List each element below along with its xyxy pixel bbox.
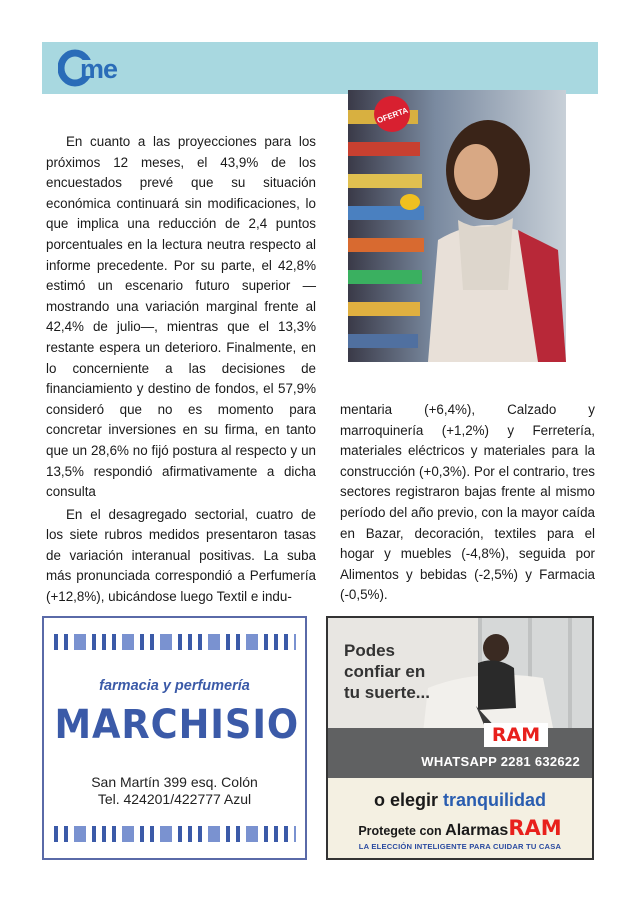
- pattern-bar: [198, 826, 202, 842]
- pattern-bar: [226, 826, 230, 842]
- pattern-bar: [198, 634, 202, 650]
- pattern-bar: [140, 826, 144, 842]
- svg-text:me: me: [80, 54, 118, 84]
- shopper-photo: [348, 90, 566, 362]
- ad-phone: Tel. 424201/422777 Azul: [97, 791, 252, 807]
- pattern-bar: [236, 826, 240, 842]
- ad-choose-line: o elegir tranquilidad: [373, 790, 547, 810]
- article-paragraph: En cuanto a las proyecciones para los próximos 12 meses, el 43,9% de los encuestados prevé que su situación económica continuará sin modificaciones, lo que implica una reducción de 2,4 puntos porcentuales en la lectura neutra respecto al informe precedente. Por su parte, el 42,8% estimó un escenario futuro superior —mostrando una variación marginal frente al 42,4% de julio—, mientras que el 13,3% restante espera un deterioro. Finalmente, en lo concerniente a las decisiones de financiamiento y destino de fondos, el 57,9% consideró que no es momento para concretar inversiones en su firma, en tanto que un 28,6% no fijó postura al respecto y un 13,5% respondió afirmativamente a dicha consulta: [46, 134, 316, 500]
- pattern-bar: [236, 634, 240, 650]
- svg-text:OFERTA: OFERTA: [375, 105, 410, 126]
- ad-brand-name: MARCHISIO: [54, 702, 300, 748]
- pattern-bar: [64, 826, 68, 842]
- pattern-bar: [284, 634, 288, 650]
- ad-slogan: LA ELECCIÓN INTELIGENTE PARA CUIDAR TU CASA: [358, 842, 562, 851]
- ad-tagline: Podes confiar en tu suerte...: [344, 641, 430, 702]
- pattern-bar: [112, 634, 116, 650]
- pattern-bar: [246, 634, 258, 650]
- pattern-bar: [274, 634, 278, 650]
- article-right-column: [340, 400, 595, 606]
- pattern-bar: [112, 826, 116, 842]
- ad-address: San Martín 399 esq. Colón: [91, 774, 258, 790]
- pattern-bar: [140, 634, 144, 650]
- article-paragraph: mentaria (+6,4%), Calzado y marroquinería (+1,2%) y Ferretería, materiales eléctricos y materiales para la construcción (+0,3%). Por el contrario, tres sectores registraron bajas frente al mismo período del año previo, con la mayor caída en Bazar, decoración, textiles para el hogar y muebles (-4,8%), seguida por Alimentos y bebidas (-2,5%) y Farmacia (-0,5%).: [340, 402, 595, 603]
- pattern-bar: [122, 826, 134, 842]
- pattern-bar: [294, 634, 296, 650]
- marchisio-ad[interactable]: [42, 616, 307, 860]
- pattern-bar: [102, 634, 106, 650]
- pattern-bar: [274, 826, 278, 842]
- pattern-bar: [160, 634, 172, 650]
- article-paragraph: En el desagregado sectorial, cuatro de los siete rubros medidos presentaron tasas de variación interanual positivas. La suba más pronunciada correspondió a Perfumería (+12,8%), ubicándose luego Textil e indu-: [46, 506, 316, 605]
- pattern-bar: [64, 634, 68, 650]
- ram-logo: RAM: [484, 723, 548, 747]
- decorative-pattern-top: [54, 634, 296, 650]
- pattern-bar: [294, 826, 296, 842]
- pattern-bar: [188, 826, 192, 842]
- pattern-bar: [178, 826, 182, 842]
- pattern-bar: [92, 826, 96, 842]
- pattern-bar: [208, 634, 220, 650]
- ram-alarm-ad[interactable]: [326, 616, 594, 860]
- pattern-bar: [92, 634, 96, 650]
- pattern-bar: [178, 634, 182, 650]
- pattern-bar: [284, 826, 288, 842]
- pattern-bar: [264, 634, 268, 650]
- pattern-bar: [264, 826, 268, 842]
- pattern-bar: [54, 826, 58, 842]
- came-logo: [58, 48, 148, 88]
- pattern-bar: [188, 634, 192, 650]
- pattern-bar: [102, 826, 106, 842]
- article-left-column: [46, 132, 316, 608]
- pattern-bar: [226, 634, 230, 650]
- pattern-bar: [150, 634, 154, 650]
- ad-subtitle: farmacia y perfumería: [99, 678, 250, 694]
- pattern-bar: [74, 826, 86, 842]
- pattern-bar: [160, 826, 172, 842]
- pattern-bar: [122, 634, 134, 650]
- pattern-bar: [74, 634, 86, 650]
- pattern-bar: [54, 634, 58, 650]
- pattern-bar: [246, 826, 258, 842]
- pattern-bar: [208, 826, 220, 842]
- whatsapp-number[interactable]: WHATSAPP 2281 632622: [421, 754, 580, 769]
- decorative-pattern-bottom: [54, 826, 296, 842]
- ad-protect-line: Protegete con AlarmasRAM: [358, 816, 562, 840]
- pattern-bar: [150, 826, 154, 842]
